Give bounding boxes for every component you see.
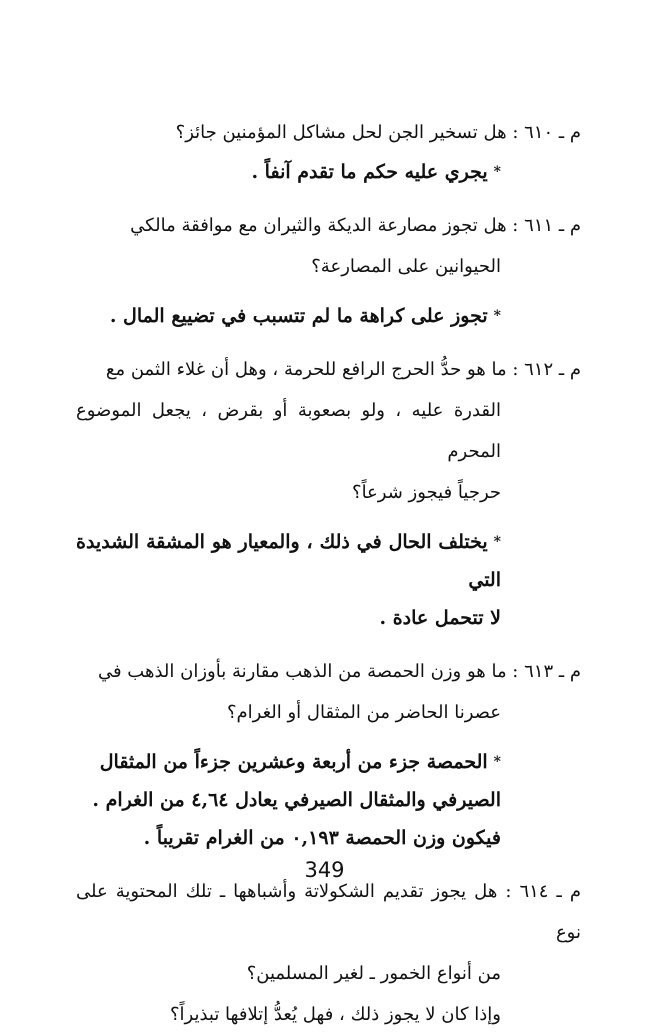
answer-613-line-2: الصيرفي والمثقال الصيرفي يعادل ٤,٦٤ من الغرام .: [92, 789, 501, 811]
question-613-line-2: عصرنا الحاضر من المثقال أو الغرام؟: [226, 702, 501, 723]
answer-611-line-1: [76, 297, 581, 335]
question-613-line-1: م ـ ٦١٣ : ما هو وزن الحمصة من الذهب مقارنة بأوزان الذهب في: [97, 661, 581, 682]
answer-613-line-3: فيكون وزن الحمصة ٠,١٩٣ من الغرام تقريباً .: [143, 827, 501, 849]
asterisk-marker: *: [493, 308, 501, 324]
question-entry-613: [76, 651, 581, 857]
question-entry-610: [76, 112, 581, 191]
question-610-line-1: م ـ ٦١٠ : هل تسخير الجن لحل مشاكل المؤمنين جائز؟: [175, 122, 581, 143]
question-611-line-2: الحيوانين على المصارعة؟: [311, 256, 501, 277]
question-611-line-1: م ـ ٦١١ : هل تجوز مصارعة الديكة والثيران مع موافقة مالكي: [130, 215, 581, 236]
answer-611-text: تجوز على كراهة ما لم تتسبب في تضييع المال .: [109, 305, 488, 327]
answer-613-text: الحمصة جزء من أربعة وعشرين جزءاً من المثقال: [99, 751, 488, 773]
answer-610-line-1: [76, 153, 581, 191]
question-entry-614: [76, 871, 581, 1035]
question-612-line-2: القدرة عليه ، ولو بصعوبة أو بقرض ، يجعل الموضوع المحرم: [76, 400, 501, 462]
question-614-line-2: من أنواع الخمور ـ لغير المسلمين؟: [246, 963, 501, 984]
page-body: [76, 112, 581, 1035]
asterisk-marker: *: [493, 164, 501, 180]
asterisk-marker: *: [493, 754, 501, 770]
page-number: 349: [304, 858, 345, 882]
asterisk-marker: *: [493, 534, 501, 550]
question-entry-611: [76, 205, 581, 335]
answer-612-line-1: [76, 523, 581, 599]
question-614-line-1: م ـ ٦١٤ : هل يجوز تقديم الشكولاتة وأشباهها ـ تلك المحتوية على نوع: [76, 881, 581, 943]
question-614-line-3: وإذا كان لا يجوز ذلك ، فهل يُعدُّ إتلافها تبذيراً؟: [169, 1004, 501, 1025]
answer-612-text: يختلف الحال في ذلك ، والمعيار هو المشقة الشديدة التي: [76, 531, 501, 591]
question-612-line-1: م ـ ٦١٢ : ما هو حدُّ الحرج الرافع للحرمة ، وهل أن غلاء الثمن مع: [105, 359, 581, 380]
answer-613-line-1: [76, 743, 581, 781]
question-612-line-3: حرجياً فيجوز شرعاً؟: [352, 482, 501, 503]
answer-612-line-2: لا تتحمل عادة .: [379, 607, 501, 629]
question-entry-612: [76, 349, 581, 637]
answer-610-text: يجري عليه حكم ما تقدم آنفاً .: [251, 161, 488, 183]
